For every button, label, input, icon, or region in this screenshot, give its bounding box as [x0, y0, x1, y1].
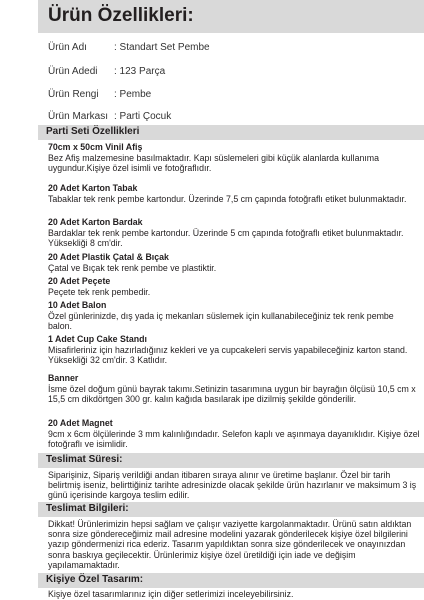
item-text: Misafirleriniz için hazırladığınız kekleri ve ya cupcakeleri servis yapabileceğiniz karton stand. Yüksekliği 32 cm'dir. 3 Katlıdır.	[48, 345, 408, 366]
item-text: Tabaklar tek renk pembe kartondur. Üzerinde 7,5 cm çapında fotoğraflı etiket bulunmaktadır.	[48, 194, 407, 204]
item-cutlery	[48, 252, 420, 273]
section-header-shipping-time	[38, 453, 424, 468]
section-title: Parti Seti Özellikleri	[46, 126, 140, 137]
item-text: 9cm x 6cm ölçülerinde 3 mm kalınlığındadır. Selefon kaplı ve aşınmaya dayanıklıdır. Kişiye özel fotoğraflı ve isimlidir.	[48, 429, 420, 450]
custom-design-text: Kişiye özel tasarımlarınız için diğer setlerimizi inceleyebilirsiniz.	[48, 589, 294, 599]
section-header-set	[38, 125, 424, 140]
item-text: Özel günlerinizde, dış yada iç mekanları süslemek için kullanabileceğiniz tek renk pembe balon.	[48, 311, 394, 332]
item-text: Çatal ve Bıçak tek renk pembe ve plastiktir.	[48, 263, 217, 273]
item-plates	[48, 183, 420, 204]
info-key: Ürün Adedi	[48, 66, 98, 77]
info-key: Ürün Adı	[48, 42, 87, 53]
section-title: Teslimat Bilgileri:	[46, 503, 129, 514]
info-value: : Parti Çocuk	[114, 111, 172, 122]
section-header-shipping-info	[38, 502, 424, 517]
item-balloons	[48, 300, 420, 331]
info-value: : Pembe	[114, 89, 152, 100]
info-key: Ürün Rengi	[48, 89, 99, 100]
item-heading: 20 Adet Karton Bardak	[48, 217, 143, 227]
item-cups	[48, 217, 420, 248]
info-value: : 123 Parça	[114, 66, 166, 77]
item-banner-poster	[48, 142, 420, 173]
item-heading: 70cm x 50cm Vinil Afiş	[48, 142, 143, 152]
item-cupcake-stand	[48, 334, 420, 365]
item-heading: 1 Adet Cup Cake Standı	[48, 334, 147, 344]
section-title: Teslimat Süresi:	[46, 454, 123, 465]
shipping-time-text: Siparişiniz, Sipariş verildiği andan itibaren sıraya alınır ve üretime başlanır. Özel bir tarih belirtmiş iseniz, belirttiğiniz tarihte adresinizde olacak şekilde ürün hazırlanır ve maksimum 3 iş günü içerisinde kargoya teslim edilir.	[48, 470, 417, 501]
item-heading: 20 Adet Plastik Çatal & Bıçak	[48, 252, 169, 262]
item-text: Bardaklar tek renk pembe kartondur. Üzerinde 5 cm çapında fotoğraflı etiket bulunmaktadır. Yüksekliği 8 cm'dir.	[48, 228, 404, 249]
item-heading: 20 Adet Magnet	[48, 418, 113, 428]
item-heading: 10 Adet Balon	[48, 300, 107, 310]
shipping-info-text: Dikkat! Ürünlerimizin hepsi sağlam ve çalışır vaziyette kargolanmaktadır. Ürünü satın aldıktan sonra size göndereceğimiz mail adresine modelini yazarak gönderilecek kişiye özel bilgilerini yazıp göndermenizi rica ederiz. Tasarım yapıldıktan sonra size gönderilecek ve onayınızdan sonra baskıya geçilecektir. Ürünlerimiz kişiye özel üretildiği için iade ve değişim yapılamamaktadır.	[48, 519, 412, 570]
section-header-custom	[38, 573, 424, 588]
info-value: : Standart Set Pembe	[114, 42, 210, 53]
item-heading: 20 Adet Karton Tabak	[48, 183, 138, 193]
item-text: Peçete tek renk pembedir.	[48, 287, 151, 297]
item-heading: Banner	[48, 373, 79, 383]
item-napkins	[48, 276, 420, 297]
title-bar	[38, 0, 424, 33]
item-text: Bez Afiş malzemesine basılmaktadır. Kapı süslemeleri gibi küçük alanlarda kullanıma uygundur.Kişiye özel isimli ve fotoğraflıdır.	[48, 153, 380, 174]
section-title: Kişiye Özel Tasarım:	[46, 574, 144, 585]
item-text: İsme özel doğum günü bayrak takımı.Setinizin tasarımına uygun bir bayrağın ölçüsü 10,5 cm x 15,5 cm dikdörtgen 300 gr. kalın kağıda basılarak ipe dizilmiş şekilde gönderilir.	[48, 384, 416, 405]
item-magnets	[48, 418, 420, 449]
info-key: Ürün Markası	[48, 111, 109, 122]
item-heading: 20 Adet Peçete	[48, 276, 111, 286]
page-title: Ürün Özellikleri:	[48, 5, 194, 26]
item-bunting	[48, 373, 420, 404]
